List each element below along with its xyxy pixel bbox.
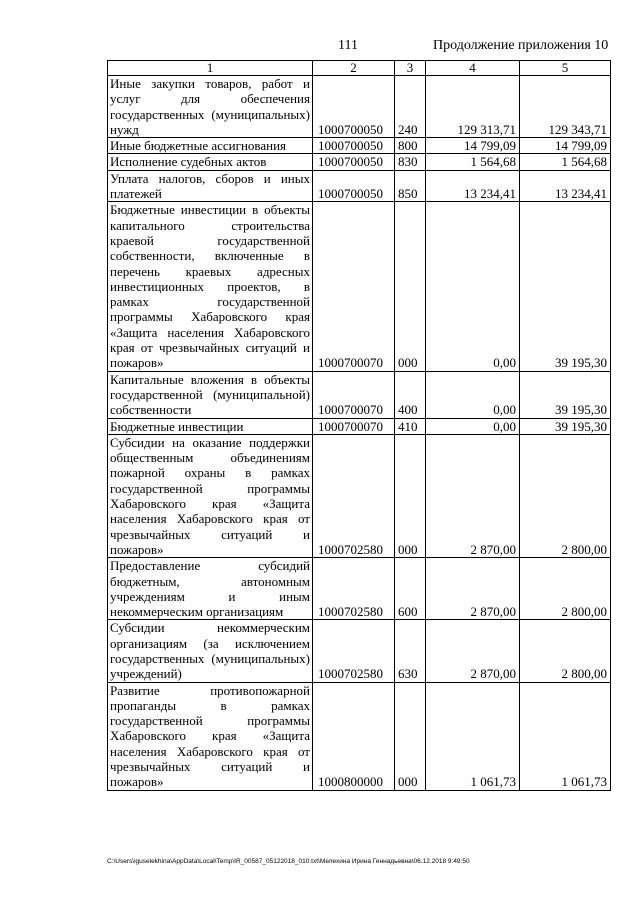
row-kind: 000 <box>395 202 426 371</box>
row-value-4: 1 061,73 <box>426 682 520 790</box>
row-kind: 000 <box>395 682 426 790</box>
row-value-4: 2 870,00 <box>426 558 520 620</box>
row-name: Капитальные вложения в объекты государственной (муниципальной) собственности <box>108 371 313 418</box>
column-header: 1 <box>108 61 313 76</box>
column-header: 3 <box>395 61 426 76</box>
table-row <box>108 418 611 434</box>
row-name: Предоставление субсидий бюджетным, автономным учреждениям и иным некоммерческим организациям <box>108 558 313 620</box>
row-value-4: 1 564,68 <box>426 154 520 170</box>
row-kind: 000 <box>395 434 426 557</box>
row-code: 1000700050 <box>313 170 395 202</box>
page-caption: Продолжение приложения 10 <box>433 38 609 53</box>
row-code: 1000700050 <box>313 138 395 154</box>
row-code: 1000700050 <box>313 76 395 138</box>
table-row <box>108 371 611 418</box>
row-value-5: 39 195,30 <box>520 202 611 371</box>
table-row <box>108 170 611 202</box>
table-row <box>108 154 611 170</box>
column-header: 2 <box>313 61 395 76</box>
row-kind: 800 <box>395 138 426 154</box>
row-code: 1000700070 <box>313 418 395 434</box>
row-value-4: 0,00 <box>426 418 520 434</box>
row-kind: 830 <box>395 154 426 170</box>
row-value-5: 129 343,71 <box>520 76 611 138</box>
row-name: Бюджетные инвестиции в объекты капитального строительства краевой государственной собственности, включенные в перечень краевых адресных инвестиционных проектов, в рамках государственной программы Хабаровского края «Защита населения Хабаровского края от чрезвычайных ситуаций и пожаров» <box>108 202 313 371</box>
row-kind: 630 <box>395 620 426 682</box>
row-name: Развитие противопожарной пропаганды в рамках государственной программы Хабаровского края «Защита населения Хабаровского края от чрезвычайных ситуаций и пожаров» <box>108 682 313 790</box>
row-value-4: 129 313,71 <box>426 76 520 138</box>
row-name: Иные бюджетные ассигнования <box>108 138 313 154</box>
page-number: 111 <box>338 38 358 53</box>
table-row <box>108 682 611 790</box>
row-name: Иные закупки товаров, работ и услуг для обеспечения государственных (муниципальных) нужд <box>108 76 313 138</box>
row-kind: 600 <box>395 558 426 620</box>
table-header-row <box>108 61 611 76</box>
row-value-5: 1 564,68 <box>520 154 611 170</box>
row-value-5: 2 800,00 <box>520 620 611 682</box>
row-kind: 400 <box>395 371 426 418</box>
row-name: Исполнение судебных актов <box>108 154 313 170</box>
row-kind: 410 <box>395 418 426 434</box>
table-row <box>108 434 611 557</box>
row-code: 1000702580 <box>313 620 395 682</box>
table-row <box>108 138 611 154</box>
row-name: Субсидии на оказание поддержки общественным объединениям пожарной охраны в рамках государственной программы Хабаровского края «Защита населения Хабаровского края от чрезвычайных ситуаций и пожаров» <box>108 434 313 557</box>
table-row <box>108 76 611 138</box>
row-code: 1000700070 <box>313 371 395 418</box>
row-code: 1000702580 <box>313 558 395 620</box>
row-value-5: 14 799,09 <box>520 138 611 154</box>
row-name: Уплата налогов, сборов и иных платежей <box>108 170 313 202</box>
row-value-4: 2 870,00 <box>426 620 520 682</box>
row-value-4: 0,00 <box>426 371 520 418</box>
row-code: 1000800000 <box>313 682 395 790</box>
footer-file-path: C:\Users\iguselekhina\AppData\Local\Temp\IR_00587_05122018_010.txt\Мелехина Ирина Геннадьевна\06.12.2018 9:49:50 <box>107 858 470 865</box>
row-value-4: 2 870,00 <box>426 434 520 557</box>
row-value-5: 13 234,41 <box>520 170 611 202</box>
row-code: 1000700070 <box>313 202 395 371</box>
row-value-5: 2 800,00 <box>520 558 611 620</box>
column-header: 4 <box>426 61 520 76</box>
row-kind: 850 <box>395 170 426 202</box>
row-name: Бюджетные инвестиции <box>108 418 313 434</box>
row-value-5: 1 061,73 <box>520 682 611 790</box>
table-row <box>108 620 611 682</box>
row-code: 1000702580 <box>313 434 395 557</box>
row-value-5: 2 800,00 <box>520 434 611 557</box>
row-value-4: 13 234,41 <box>426 170 520 202</box>
row-value-5: 39 195,30 <box>520 418 611 434</box>
row-value-4: 0,00 <box>426 202 520 371</box>
column-header: 5 <box>520 61 611 76</box>
row-value-4: 14 799,09 <box>426 138 520 154</box>
row-value-5: 39 195,30 <box>520 371 611 418</box>
table-row <box>108 202 611 371</box>
budget-table <box>107 60 611 791</box>
row-name: Субсидии некоммерческим организациям (за исключением государственных (муниципальных) учреждений) <box>108 620 313 682</box>
table-row <box>108 558 611 620</box>
row-code: 1000700050 <box>313 154 395 170</box>
row-kind: 240 <box>395 76 426 138</box>
